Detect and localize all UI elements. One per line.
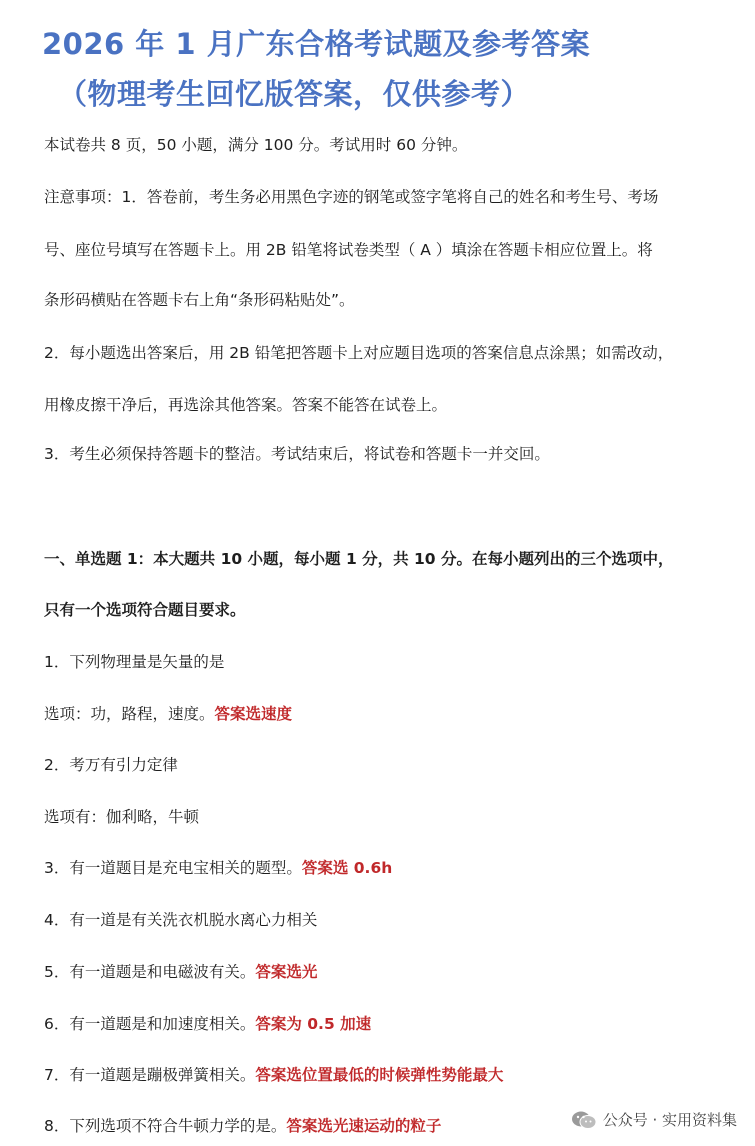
section-heading-line-1: 一、单选题 1：本大题共 10 小题，每小题 1 分，共 10 分。在每小题列出的三个选项中， [44,550,674,568]
wechat-icon [571,1110,597,1130]
exam-intro: 本试卷共 8 页，50 小题，满分 100 分。考试用时 60 分钟。 [44,136,468,154]
question-8-answer: 答案选光速运动的粒子 [286,1117,442,1135]
question-6-text: 6．有一道题是和加速度相关。 [44,1015,256,1033]
question-1: 1．下列物理量是矢量的是 [44,653,225,671]
watermark [567,1107,741,1132]
question-8-text: 8．下列选项不符合牛顿力学的是。 [44,1117,287,1135]
question-2-options: 选项有：伽利略，牛顿 [44,808,200,826]
question-3 [44,856,392,878]
question-1-options-text: 选项：功，路程，速度。 [44,705,215,723]
question-8 [44,1114,441,1136]
question-3-text: 3．有一道题目是充电宝相关的题型。 [44,859,302,877]
note-1-line-2: 号、座位号填写在答题卡上。用 2B 铅笔将试卷类型（ A ）填涂在答题卡相应位置上。将 [44,241,653,259]
document-title: 2026 年 1 月广东合格考试题及参考答案 [42,27,591,61]
question-7-answer: 答案选位置最低的时候弹性势能最大 [255,1066,504,1084]
question-1-options [44,702,292,724]
question-7 [44,1063,503,1085]
watermark-text: 公众号 · 实用资料集 [602,1111,737,1129]
question-4: 4．有一道是有关洗衣机脱水离心力相关 [44,911,318,929]
document-subtitle: （物理考生回忆版答案，仅供参考） [58,77,531,111]
question-5-answer: 答案选光 [255,963,318,981]
question-2: 2．考万有引力定律 [44,756,178,774]
question-5 [44,960,317,982]
note-2-line-1: 2．每小题选出答案后，用 2B 铅笔把答题卡上对应题目选项的答案信息点涂黑；如需改动， [44,344,674,362]
question-6 [44,1012,371,1034]
note-2-line-2: 用橡皮擦干净后，再选涂其他答案。答案不能答在试卷上。 [44,396,448,414]
question-1-answer: 答案选速度 [214,705,293,723]
question-3-answer: 答案选 0.6h [301,859,393,877]
note-3: 3．考生必须保持答题卡的整洁。考试结束后，将试卷和答题卡一并交回。 [44,445,550,463]
question-7-text: 7．有一道题是蹦极弹簧相关。 [44,1066,256,1084]
note-1-line-3: 条形码横贴在答题卡右上角“条形码粘贴处”。 [44,291,355,309]
question-6-answer: 答案为 0.5 加速 [255,1015,372,1033]
section-heading-line-2: 只有一个选项符合题目要求。 [44,601,246,619]
note-1-line-1: 注意事项：1．答卷前，考生务必用黑色字迹的钢笔或签字笔将自己的姓名和考生号、考场 [44,188,659,206]
question-5-text: 5．有一道题是和电磁波有关。 [44,963,256,981]
